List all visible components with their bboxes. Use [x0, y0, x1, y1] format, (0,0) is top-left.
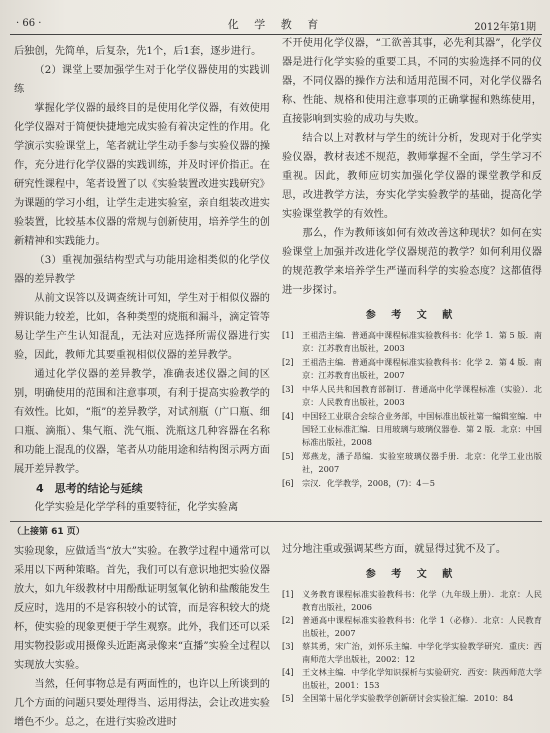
reference-item [282, 329, 542, 355]
reference-text: 全国第十届化学实验教学创新研讨会实验汇编．2010：84 [302, 693, 514, 703]
reference-item [282, 477, 542, 490]
paragraph: 化学实验是化学学科的重要特征，化学实验离 [34, 502, 239, 513]
paragraph: 过分地注重或强调某些方面，就显得过犹不及了。 [282, 544, 507, 555]
paragraph: 不开使用化学仪器，“工欲善其事，必先利其器”，化学仪器是进行化学实验的重要工具，不同的实验选择不同的仪器，不同仪器的操作方法和适用范围不同，对化学仪器名称、性能、规格和使用注意事项的正确掌握和熟练使用，直接影响到实验的成功与失败。 [282, 38, 542, 125]
reference-number: [3] [282, 641, 294, 651]
reference-text: 蔡其勇，宋广治，刘怀乐主编．中学化学实验教学研究．重庆：西南师范大学出版社，2002：12 [302, 641, 542, 664]
page-header [10, 12, 542, 35]
reference-item [282, 588, 542, 613]
reference-text: 普通高中课程标准实验教科书：化学 1（必修）．北京：人民教育出版社，2007 [302, 615, 542, 638]
paragraph: 结合以上对教材与学生的统计分析，发现对于化学实验仪器，教材表述不规范，教师掌握不全面，学生学习不重视。因此，教师应切实加强化学仪器的课堂教学和反思，改进教学方法，夯实化学实验教学的基础，提高化学实验课堂教学的有效性。 [282, 133, 542, 220]
continuation-left-column [14, 542, 270, 732]
reference-number: [4] [282, 667, 294, 677]
reference-item [282, 640, 542, 665]
paragraph: 实验现象，应做适当“放大”实验。在教学过程中通常可以采用以下两种策略。首先，我们可以有意识地把实验仪器放大，如九年级教材中用酚酞证明氢氧化钠和盐酸能发生反应时，选用的不是容积较小的试管，而是容积较大的烧杯，使实验的现象更便于学生观察。此外，我们还可以采用实物投影或用摄像头近距离录像来“直播”实验全过程以实现放大实验。 [14, 546, 270, 671]
reference-item [282, 666, 542, 691]
subsection-heading: （3）重视加强结构型式与功能用途相类似的化学仪器的差异教学 [14, 255, 270, 285]
paragraph: 当然，任何事物总是有两面性的，也许以上所谈到的几个方面的问题只要处理得当、运用得法，会让改进实验增色不少。总之，在进行实验改进时 [14, 679, 270, 728]
reference-number: [3] [282, 384, 294, 394]
subsection-heading: （2）课堂上要加强学生对于化学仪器使用的实践训练 [14, 65, 270, 95]
reference-text: 中国轻工业联合会综合业务部，中国标准出版社第一编辑室编．中国轻工业标准汇编．日用玻璃与玻璃仪器卷．第 2 版．北京：中国标准出版社，2008 [302, 411, 542, 447]
paragraph: 通过化学仪器的差异教学，准确表述仪器之间的区别，明确使用的范围和注意事项，有利于提高实验教学的有效性。比如，“瓶”的差异教学，对试剂瓶（广口瓶、细口瓶、滴瓶）、集气瓶、洗气瓶、洗瓶这几种容器在名称和功能上混乱的仪器，笔者从功能用途和结构图示两方面展开差异教学。 [14, 369, 270, 475]
reference-number: [6] [282, 478, 294, 488]
reference-text: 王文林主编．中学化学知识探析与实验研究．西安：陕西师范大学出版社，2001：153 [302, 667, 542, 690]
reference-item [282, 410, 542, 449]
reference-number: [2] [282, 357, 294, 367]
reference-text: 义务教育课程标准实验教科书：化学（九年级上册）．北京：人民教育出版社，2006 [302, 589, 542, 612]
paragraph: 后独创，先简单，后复杂，先1个，后1套，逐步进行。 [14, 46, 262, 57]
page-number: · 66 · [16, 18, 42, 29]
reference-item [282, 356, 542, 382]
continuation-right-column [282, 540, 542, 706]
reference-item [282, 383, 542, 409]
references-list [282, 588, 542, 705]
paragraph: 那么，作为教师该如何有效改善这种现状？如何在实验课堂上加强并改进化学仪器规范的教学？如何利用仪器的规范教学来培养学生严谨而科学的实验态度？这都值得进一步探讨。 [282, 228, 542, 296]
reference-item [282, 614, 542, 639]
issue-label: 2012年第1期 [474, 22, 536, 33]
reference-number: [5] [282, 451, 294, 461]
reference-number: [1] [282, 330, 294, 340]
continuation-label: （上接第 61 页） [12, 527, 85, 537]
reference-number: [4] [282, 411, 294, 421]
left-column [14, 42, 270, 517]
references-heading: 参 考 文 献 [365, 569, 459, 580]
paragraph: 掌握化学仪器的最终目的是使用化学仪器，有效使用化学仪器对于简便快捷地完成实验有着决定性的作用。化学演示实验课堂上，笔者就让学生动手参与实验仪器的操作，充分进行化学仪器的实践训练，并及时评价指正。在研究性课程中，笔者设置了以《实验装置改进实践研究》为课题的学习小组，让学生走进实验室，亲自组装改进实验装置，比较基本仪器的常规与创新使用，培养学生的创新精神和实践能力。 [14, 103, 270, 247]
reference-text: 宗汉．化学教学，2008，(7)：4－5 [302, 478, 435, 488]
reference-text: 中华人民共和国教育部制订．普通高中化学课程标准（实验）．北京：人民教育出版社，2003 [302, 384, 542, 407]
references-list [282, 329, 542, 490]
paragraph: 从前文误答以及调查统计可知，学生对于相似仪器的辨识能力较差，比如，各种类型的烧瓶和漏斗，滴定管等易让学生产生认知混乱，无法对应选择所需仪器进行实验，因此，教师尤其要重视相似仪器的差异教学。 [14, 293, 270, 361]
section-heading: 4 思考的结论与延续 [36, 482, 143, 495]
reference-number: [5] [282, 693, 294, 703]
right-column [282, 34, 542, 491]
reference-item [282, 450, 542, 476]
reference-number: [2] [282, 615, 294, 625]
reference-item [282, 692, 542, 705]
reference-text: 王祖浩主编．普通高中课程标准实验教科书：化学 2．第 4 版．南京：江苏教育出版社，2007 [302, 357, 542, 380]
section-divider [10, 521, 542, 522]
references-heading: 参 考 文 献 [365, 310, 459, 321]
reference-number: [1] [282, 589, 294, 599]
reference-text: 郑燕龙，潘子昂编．实验室玻璃仪器手册．北京：化学工业出版社，2007 [302, 451, 542, 474]
journal-title: 化 学 教 育 [227, 18, 325, 31]
reference-text: 王祖浩主编．普通高中课程标准实验教科书：化学 1．第 5 版．南京：江苏教育出版社，2003 [302, 330, 542, 353]
